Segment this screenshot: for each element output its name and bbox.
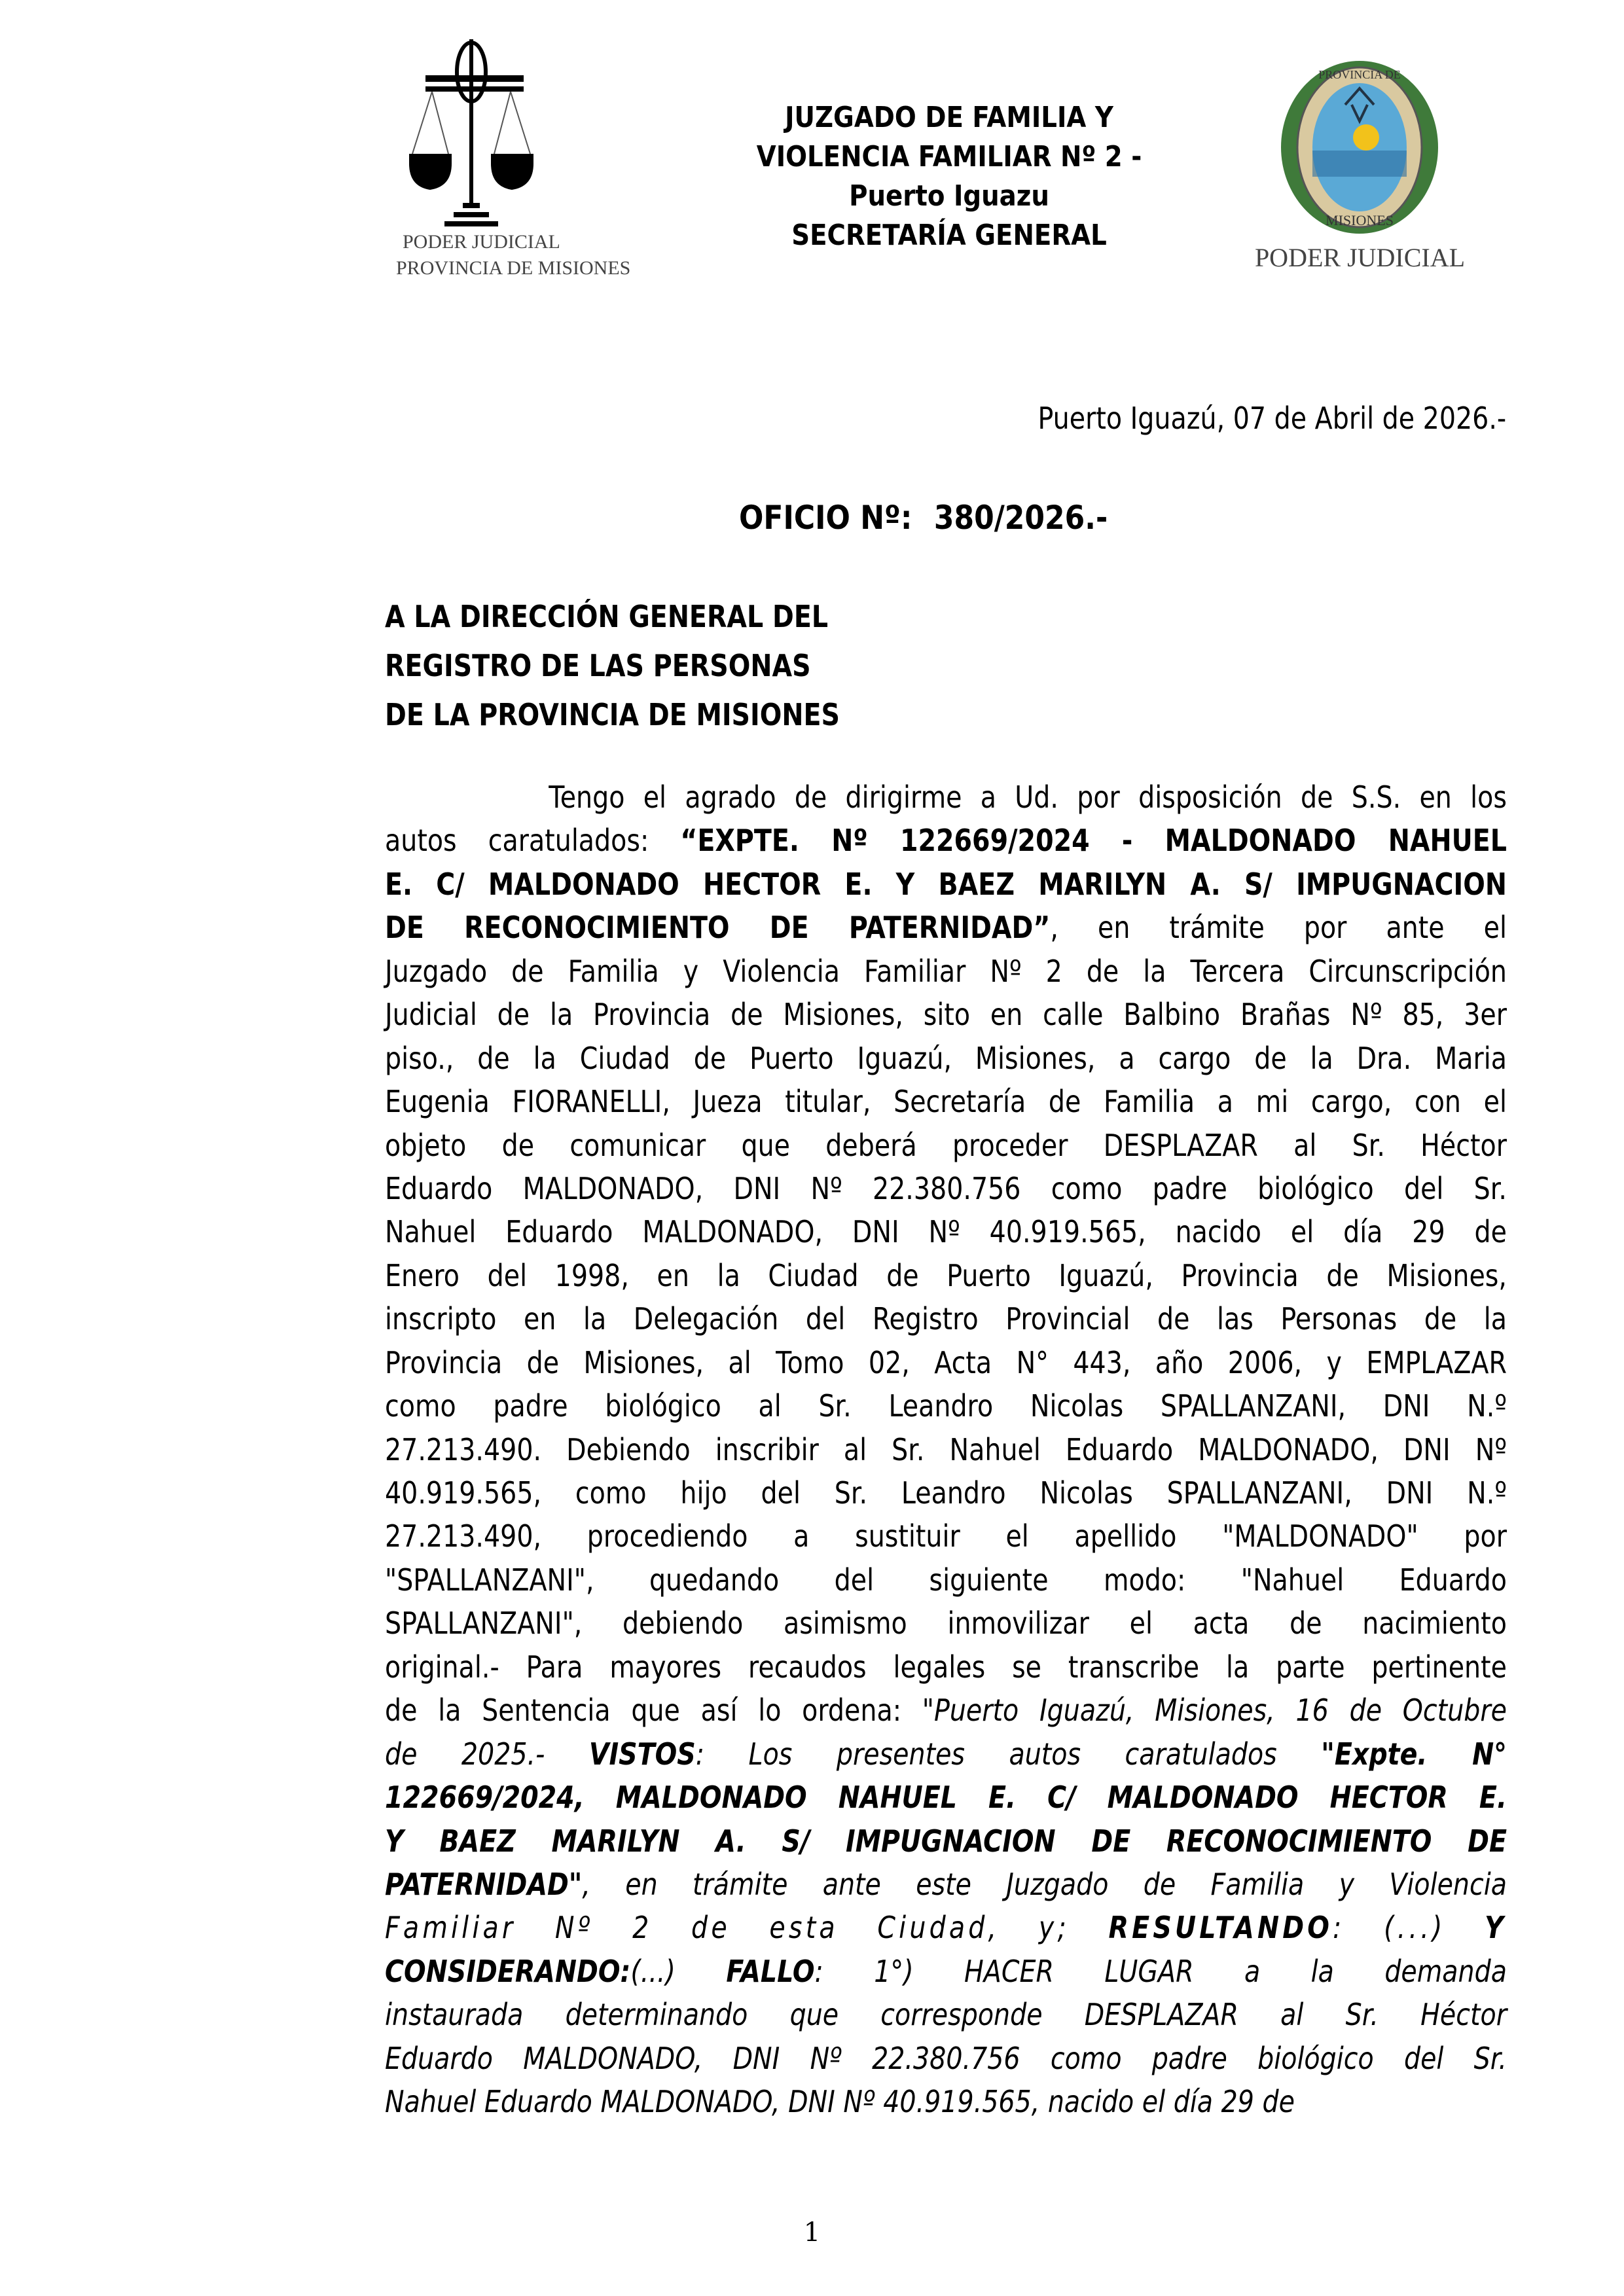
addressee-line: DE LA PROVINCIA DE MISIONES bbox=[385, 697, 840, 732]
italic-text: instaurada determinando que corresponde DESPLAZAR al Sr. Héctor bbox=[385, 1997, 1507, 2033]
body-line bbox=[385, 1124, 1507, 1167]
body-line bbox=[385, 1210, 1507, 1253]
body-text: 27.213.490, procediendo a sustituir el apellido "MALDONADO" por bbox=[385, 1518, 1507, 1554]
body-text: original.- Para mayores recaudos legales se transcribe la parte pertinente bbox=[385, 1649, 1507, 1685]
body-line bbox=[385, 2080, 1507, 2123]
oficio-label: OFICIO Nº: bbox=[739, 499, 912, 537]
body-line bbox=[385, 1776, 1507, 1819]
scales-of-justice-icon bbox=[403, 39, 664, 236]
bold-italic-text: RESULTANDO bbox=[1108, 1910, 1333, 1946]
body-text: Nahuel Eduardo MALDONADO, DNI Nº 40.919.565, nacido el día 29 de bbox=[385, 1214, 1507, 1250]
provincial-seal-icon bbox=[1240, 59, 1479, 236]
header-line: VIOLENCIA FAMILIAR Nº 2 - bbox=[756, 140, 1142, 173]
bold-text: E. C/ MALDONADO HECTOR E. Y BAEZ MARILYN A. S/ IMPUGNACION bbox=[385, 866, 1507, 902]
body-text: Enero del 1998, en la Ciudad de Puerto Iguazú, Provincia de Misiones, bbox=[385, 1257, 1507, 1293]
oficio-number bbox=[739, 499, 1108, 537]
provincia-misiones-seal-logo bbox=[1240, 59, 1479, 281]
bold-italic-text: Y BAEZ MARILYN A. S/ IMPUGNACION DE RECONOCIMIENTO DE bbox=[385, 1823, 1507, 1859]
court-header-title bbox=[655, 98, 1244, 255]
logo-left-line: PROVINCIA DE MISIONES bbox=[396, 257, 631, 279]
logo-left-line: PODER JUDICIAL bbox=[403, 231, 560, 253]
body-text: 40.919.565, como hijo del Sr. Leandro Nicolas SPALLANZANI, DNI N.º bbox=[385, 1475, 1507, 1511]
italic-text: de 2025.- bbox=[385, 1736, 589, 1772]
body-text: inscripto en la Delegación del Registro Provincial de las Personas de la bbox=[385, 1301, 1507, 1337]
header-line: SECRETARÍA GENERAL bbox=[791, 219, 1107, 252]
body-line bbox=[385, 993, 1507, 1036]
body-text: de la Sentencia que así lo ordena: " bbox=[385, 1693, 934, 1729]
body-line bbox=[385, 863, 1507, 906]
body-line bbox=[385, 1863, 1507, 1906]
italic-text: (...) bbox=[630, 1953, 727, 1989]
body-line bbox=[385, 906, 1507, 949]
body-line bbox=[385, 1428, 1507, 1471]
bold-italic-text: CONSIDERANDO: bbox=[385, 1953, 631, 1989]
italic-text: , en trámite ante este Juzgado de Familia y Violencia bbox=[582, 1866, 1507, 1902]
body-line bbox=[385, 1820, 1507, 1863]
logo-right-caption: PODER JUDICIAL bbox=[1254, 243, 1466, 272]
letter-body bbox=[385, 776, 1507, 2124]
addressee-line: REGISTRO DE LAS PERSONAS bbox=[385, 648, 811, 683]
body-line bbox=[385, 1471, 1507, 1515]
body-line bbox=[385, 1297, 1507, 1340]
document-date: Puerto Iguazú, 07 de Abril de 2026.- bbox=[1038, 401, 1506, 436]
body-text: , en trámite por ante el bbox=[1050, 910, 1507, 946]
body-text: como padre biológico al Sr. Leandro Nicolas SPALLANZANI, DNI N.º bbox=[385, 1388, 1507, 1424]
bold-italic-text: FALLO bbox=[726, 1953, 815, 1989]
body-line bbox=[385, 2037, 1507, 2080]
body-line bbox=[385, 1341, 1507, 1384]
italic-text: : 1°) HACER LUGAR a la demanda bbox=[814, 1953, 1507, 1989]
body-line bbox=[385, 950, 1507, 993]
body-text: Judicial de la Provincia de Misiones, sito en calle Balbino Brañas Nº 85, 3er bbox=[385, 997, 1507, 1033]
oficio-value: 380/2026.- bbox=[933, 499, 1108, 537]
body-text: SPALLANZANI", debiendo asimismo inmovilizar el acta de nacimiento bbox=[385, 1605, 1507, 1641]
body-line bbox=[385, 1906, 1507, 1949]
body-text: Eduardo MALDONADO, DNI Nº 22.380.756 como padre biológico del Sr. bbox=[385, 1170, 1507, 1206]
bold-italic-text: Y bbox=[1485, 1910, 1507, 1946]
body-line bbox=[385, 1080, 1507, 1123]
italic-text: Nahuel Eduardo MALDONADO, DNI Nº 40.919.565, nacido el día 29 de bbox=[385, 2084, 1295, 2120]
body-line bbox=[385, 1645, 1507, 1689]
bold-text: “EXPTE. Nº 122669/2024 - MALDONADO NAHUEL bbox=[680, 823, 1507, 859]
body-text: 27.213.490. Debiendo inscribir al Sr. Nahuel Eduardo MALDONADO, DNI Nº bbox=[385, 1431, 1507, 1467]
italic-text: Eduardo MALDONADO, DNI Nº 22.380.756 como padre biológico del Sr. bbox=[385, 2040, 1507, 2076]
seal-ring-bottom-text: MISIONES bbox=[1326, 212, 1394, 228]
header-line: Puerto Iguazu bbox=[849, 179, 1049, 213]
body-line bbox=[385, 1037, 1507, 1080]
page-number: 1 bbox=[803, 2217, 821, 2248]
body-line bbox=[385, 1558, 1507, 1602]
italic-text: : Los presentes autos caratulados bbox=[695, 1736, 1322, 1772]
poder-judicial-scales-logo bbox=[396, 39, 664, 288]
bold-italic-text: 122669/2024, MALDONADO NAHUEL E. C/ MALDONADO HECTOR E. bbox=[385, 1780, 1507, 1816]
body-text: Eugenia FIORANELLI, Jueza titular, Secretaría de Familia a mi cargo, con el bbox=[385, 1084, 1507, 1120]
bold-italic-text: "Expte. N° bbox=[1321, 1736, 1507, 1772]
body-line bbox=[385, 1689, 1507, 1732]
bold-italic-text: VISTOS bbox=[588, 1736, 696, 1772]
italic-text: Familiar Nº 2 de esta Ciudad, y; bbox=[385, 1910, 1109, 1946]
body-line bbox=[385, 1384, 1507, 1427]
bold-italic-text: PATERNIDAD" bbox=[385, 1866, 583, 1902]
body-text: piso., de la Ciudad de Puerto Iguazú, Misiones, a cargo de la Dra. Maria bbox=[385, 1040, 1507, 1076]
body-line bbox=[385, 1515, 1507, 1558]
body-line bbox=[385, 1732, 1507, 1776]
body-text: Juzgado de Familia y Violencia Familiar Nº 2 de la Tercera Circunscripción bbox=[385, 953, 1507, 989]
bold-text: DE RECONOCIMIENTO DE PATERNIDAD” bbox=[385, 910, 1051, 946]
body-line bbox=[385, 819, 1507, 862]
body-text: Provincia de Misiones, al Tomo 02, Acta N° 443, año 2006, y EMPLAZAR bbox=[385, 1344, 1507, 1380]
addressee-line: A LA DIRECCIÓN GENERAL DEL bbox=[385, 599, 829, 634]
body-line bbox=[385, 1602, 1507, 1645]
body-line bbox=[385, 1254, 1507, 1297]
body-line bbox=[385, 1167, 1507, 1210]
body-text: "SPALLANZANI", quedando del siguiente modo: "Nahuel Eduardo bbox=[385, 1562, 1507, 1598]
body-line bbox=[385, 1950, 1507, 1993]
italic-text: Puerto Iguazú, Misiones, 16 de Octubre bbox=[933, 1693, 1507, 1729]
body-line bbox=[385, 1993, 1507, 2036]
body-text: autos caratulados: bbox=[385, 823, 681, 859]
body-text: objeto de comunicar que deberá proceder DESPLAZAR al Sr. Héctor bbox=[385, 1127, 1507, 1163]
body-text: Tengo el agrado de dirigirme a Ud. por disposición de S.S. en los bbox=[549, 780, 1507, 815]
italic-text: : (...) bbox=[1333, 1910, 1485, 1946]
seal-ring-top-text: PROVINCIA DE bbox=[1318, 68, 1401, 81]
addressee-block bbox=[385, 592, 914, 740]
header-line: JUZGADO DE FAMILIA Y bbox=[785, 101, 1113, 134]
logo-left-caption bbox=[396, 229, 631, 281]
body-line bbox=[385, 776, 1507, 819]
